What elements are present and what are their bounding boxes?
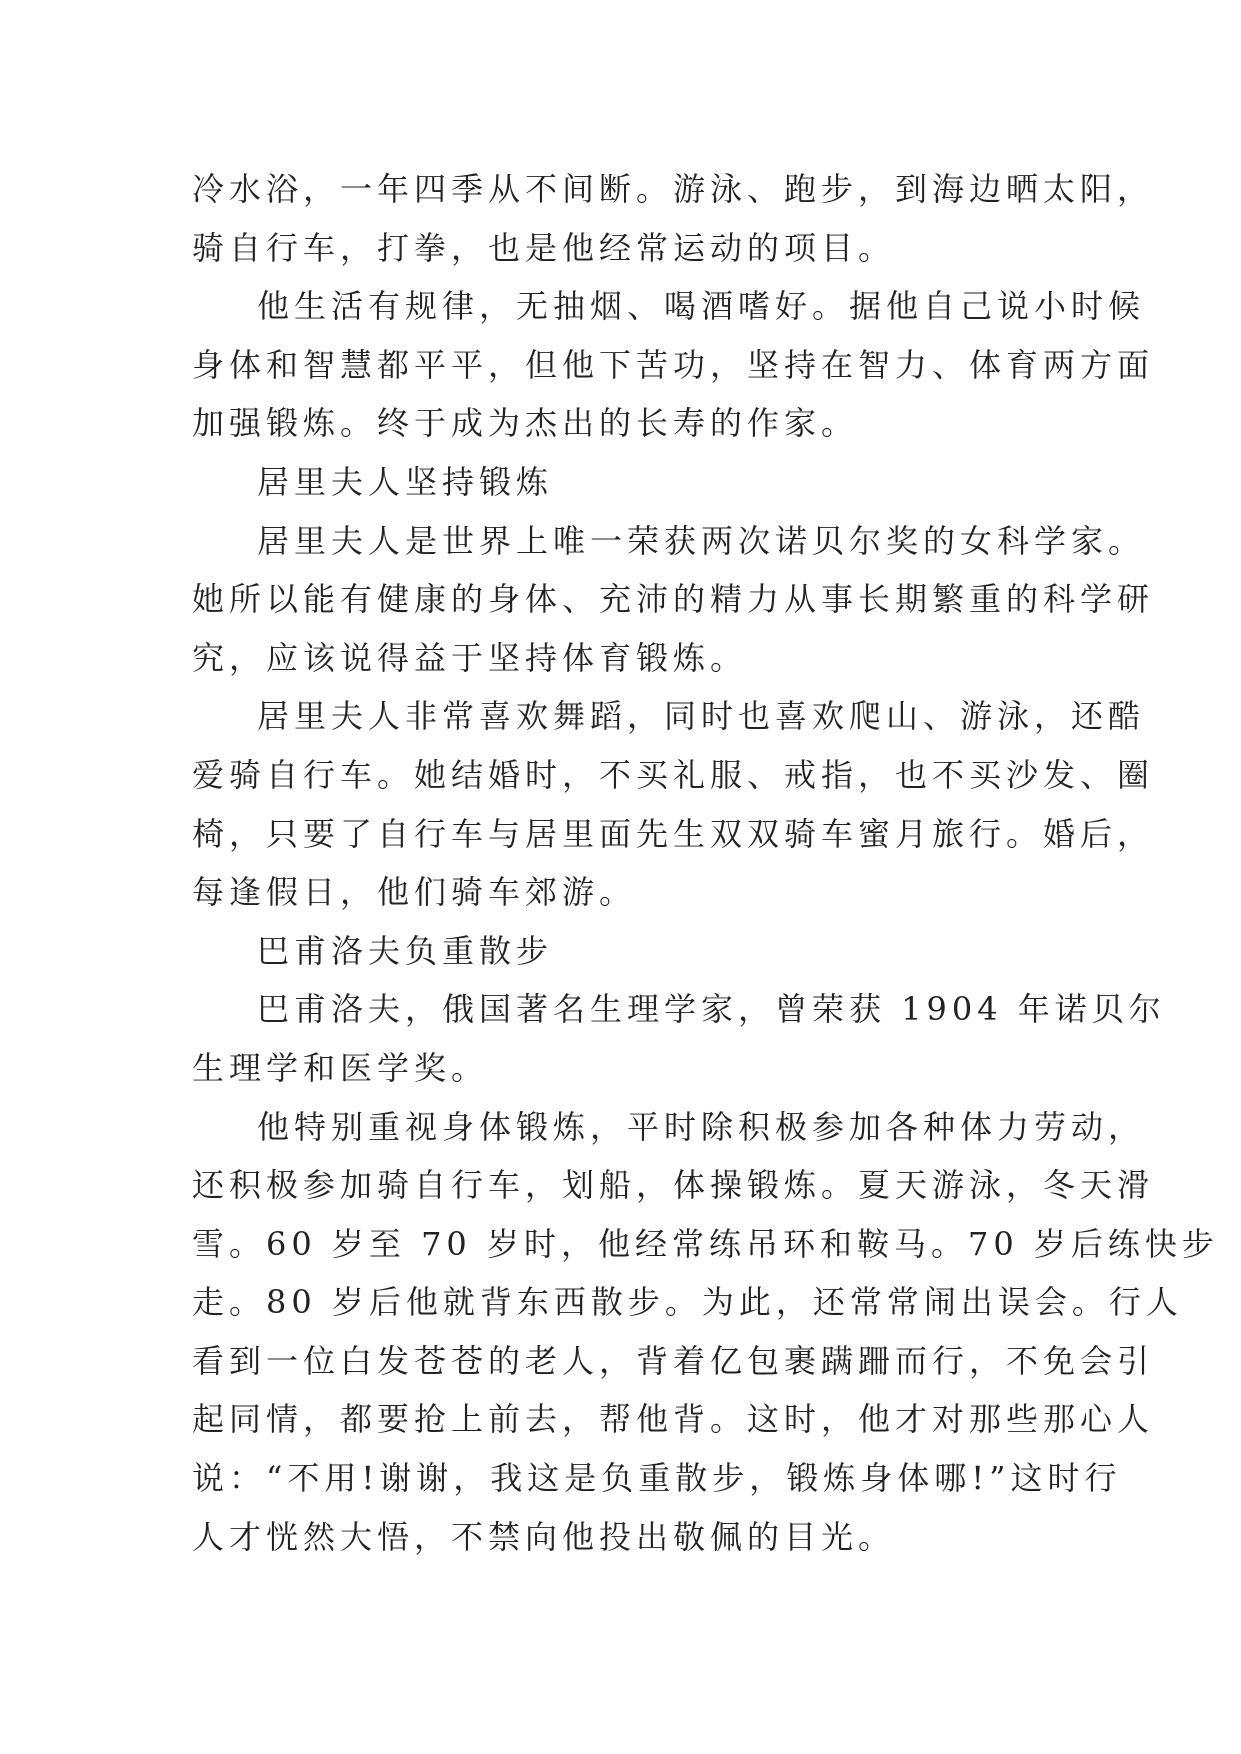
section-heading	[192, 922, 1062, 981]
paragraph	[192, 160, 1155, 277]
paragraph	[192, 980, 1166, 1097]
paragraph	[192, 1098, 1219, 1567]
text-line: 骑自行车，打拳，也是他经常运动的项目。	[192, 228, 896, 267]
section-heading	[192, 453, 1062, 512]
text-line: 生理学和医学奖。	[192, 1048, 489, 1087]
document-body	[192, 160, 1219, 1566]
text-line: 她所以能有健康的身体、充沛的精力从事长期繁重的科学研	[192, 580, 1155, 619]
text-line: 身体和智慧都平平，但他下苦功，坚持在智力、体育两方面	[192, 345, 1155, 384]
text-line: 冷水浴，一年四季从不间断。游泳、跑步，到海边晒太阳，	[192, 170, 1155, 208]
text-line: 雪。60 岁至 70 岁时，他经常练吊环和鞍马。70 岁后练快步	[192, 1224, 1219, 1263]
text-line: 看到一位白发苍苍的老人，背着亿包裹蹒跚而行，不免会引	[192, 1341, 1155, 1380]
text-line: 人才恍然大悟，不禁向他投出敬佩的目光。	[192, 1517, 896, 1556]
text-line: 椅，只要了自行车与居里面先生双双骑车蜜月旅行。婚后，	[192, 814, 1155, 853]
heading-text: 居里夫人坚持锻炼	[257, 462, 554, 501]
heading-text: 巴甫洛夫负重散步	[257, 931, 554, 970]
text-line: 居里夫人非常喜欢舞蹈，同时也喜欢爬山、游泳，还酷	[257, 697, 1146, 736]
text-line: 居里夫人是世界上唯一荣获两次诺贝尔奖的女科学家。	[257, 521, 1146, 560]
text-line: 他特别重视身体锻炼，平时除积极参加各种体力劳动，	[257, 1107, 1146, 1146]
paragraph	[192, 687, 1155, 921]
text-line: 每逢假日，他们骑车郊游。	[192, 873, 637, 912]
text-line: 爱骑自行车。她结婚时，不买礼服、戒指，也不买沙发、圈	[192, 755, 1155, 794]
text-line: 说：“不用!谢谢，我这是负重散步，锻炼身体哪!”这时行	[192, 1459, 1122, 1498]
paragraph	[192, 512, 1155, 688]
text-line: 走。80 岁后他就背东西散步。为此，还常常闹出误会。行人	[192, 1283, 1183, 1322]
text-line: 还积极参加骑自行车，划船，体操锻炼。夏天游泳，冬天滑	[192, 1166, 1155, 1205]
text-line: 起同情，都要抢上前去，帮他背。这时，他才对那些那心人	[192, 1400, 1155, 1439]
text-line: 他生活有规律，无抽烟、喝酒嗜好。据他自己说小时候	[257, 287, 1146, 326]
text-line: 加强锻炼。终于成为杰出的长寿的作家。	[192, 404, 859, 443]
paragraph	[192, 277, 1155, 453]
text-line: 巴甫洛夫，俄国著名生理学家，曾荣获 1904 年诺贝尔	[257, 990, 1166, 1029]
text-line: 究，应该说得益于坚持体育锻炼。	[192, 638, 748, 677]
